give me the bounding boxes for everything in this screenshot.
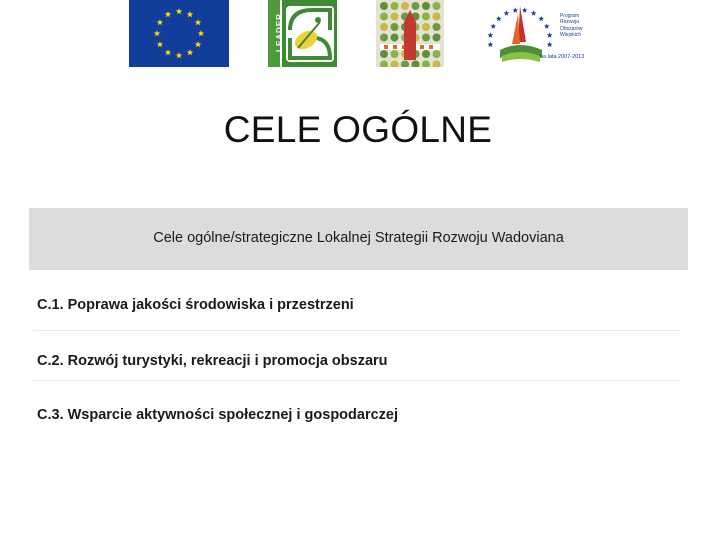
eu-flag-logo xyxy=(129,0,229,67)
prow-star xyxy=(522,7,528,12)
lgd-dot xyxy=(412,2,420,10)
lgd-dot xyxy=(391,50,399,58)
lgd-dot xyxy=(422,23,430,31)
lgd-dot xyxy=(422,61,430,68)
eu-star xyxy=(176,52,182,58)
lgd-dot xyxy=(391,61,399,68)
prow-logo-years: na lata 2007-2013 xyxy=(540,54,585,60)
lgd-dot xyxy=(422,2,430,10)
lgd-dot xyxy=(391,13,399,21)
lgd-dot xyxy=(380,61,388,68)
lgd-dot xyxy=(401,61,409,68)
row-divider xyxy=(33,330,681,331)
prow-star xyxy=(531,10,537,15)
lgd-dot xyxy=(391,2,399,10)
lgd-dot xyxy=(433,50,441,58)
prow-star xyxy=(488,32,494,37)
prow-star xyxy=(496,16,502,21)
row-divider xyxy=(33,380,681,381)
eu-star xyxy=(154,30,160,36)
eu-star xyxy=(187,49,193,55)
eu-star xyxy=(198,30,204,36)
eu-star xyxy=(187,11,193,17)
goal-item-c3: C.3. Wsparcie aktywności społecznej i gospodarczej xyxy=(37,407,399,423)
lgd-dot xyxy=(433,2,441,10)
prow-star xyxy=(490,23,496,28)
eu-star xyxy=(165,11,171,17)
table-header-text: Cele ogólne/strategiczne Lokalnej Strategii Rozwoju Wadoviana xyxy=(153,230,564,246)
lgd-dot xyxy=(401,2,409,10)
eu-star xyxy=(195,19,201,25)
lgd-dot xyxy=(433,61,441,68)
lgd-dot xyxy=(380,13,388,21)
lgd-dot xyxy=(380,34,388,42)
eu-star xyxy=(157,19,163,25)
lgd-dot xyxy=(433,23,441,31)
lgd-dot xyxy=(433,34,441,42)
lgd-pattern-icon xyxy=(376,0,444,67)
prow-logo xyxy=(482,0,592,67)
lgd-dot xyxy=(433,13,441,21)
leader-logo-text: LEADER xyxy=(274,13,284,52)
lgd-dot xyxy=(391,23,399,31)
goal-item-c1: C.1. Poprawa jakości środowiska i przestrzeni xyxy=(37,297,354,313)
lgd-dot xyxy=(412,61,420,68)
prow-star xyxy=(488,42,494,47)
prow-star xyxy=(547,42,553,47)
leader-logo xyxy=(268,0,337,67)
prow-star xyxy=(544,23,550,28)
lgd-dot xyxy=(380,2,388,10)
page-title: CELE OGÓLNE xyxy=(223,109,493,150)
eu-stars-icon xyxy=(129,0,229,67)
lgd-dot xyxy=(380,23,388,31)
lgd-dot xyxy=(380,50,388,58)
goal-item-c2: C.2. Rozwój turystyki, rekreacji i promocja obszaru xyxy=(37,353,388,369)
lgd-logo xyxy=(376,0,444,67)
lgd-dot xyxy=(391,34,399,42)
prow-star xyxy=(512,7,518,12)
eu-star xyxy=(165,49,171,55)
eu-star xyxy=(157,41,163,47)
prow-star xyxy=(547,32,553,37)
eu-star xyxy=(195,41,201,47)
eu-star xyxy=(176,8,182,14)
lgd-dot xyxy=(422,50,430,58)
prow-star xyxy=(538,16,544,21)
prow-star xyxy=(504,10,510,15)
lgd-dot xyxy=(422,13,430,21)
prow-logo-text: Program Rozwoju Obszarów Wiejskich xyxy=(560,13,583,39)
table-header xyxy=(29,208,688,270)
lgd-dot xyxy=(422,34,430,42)
